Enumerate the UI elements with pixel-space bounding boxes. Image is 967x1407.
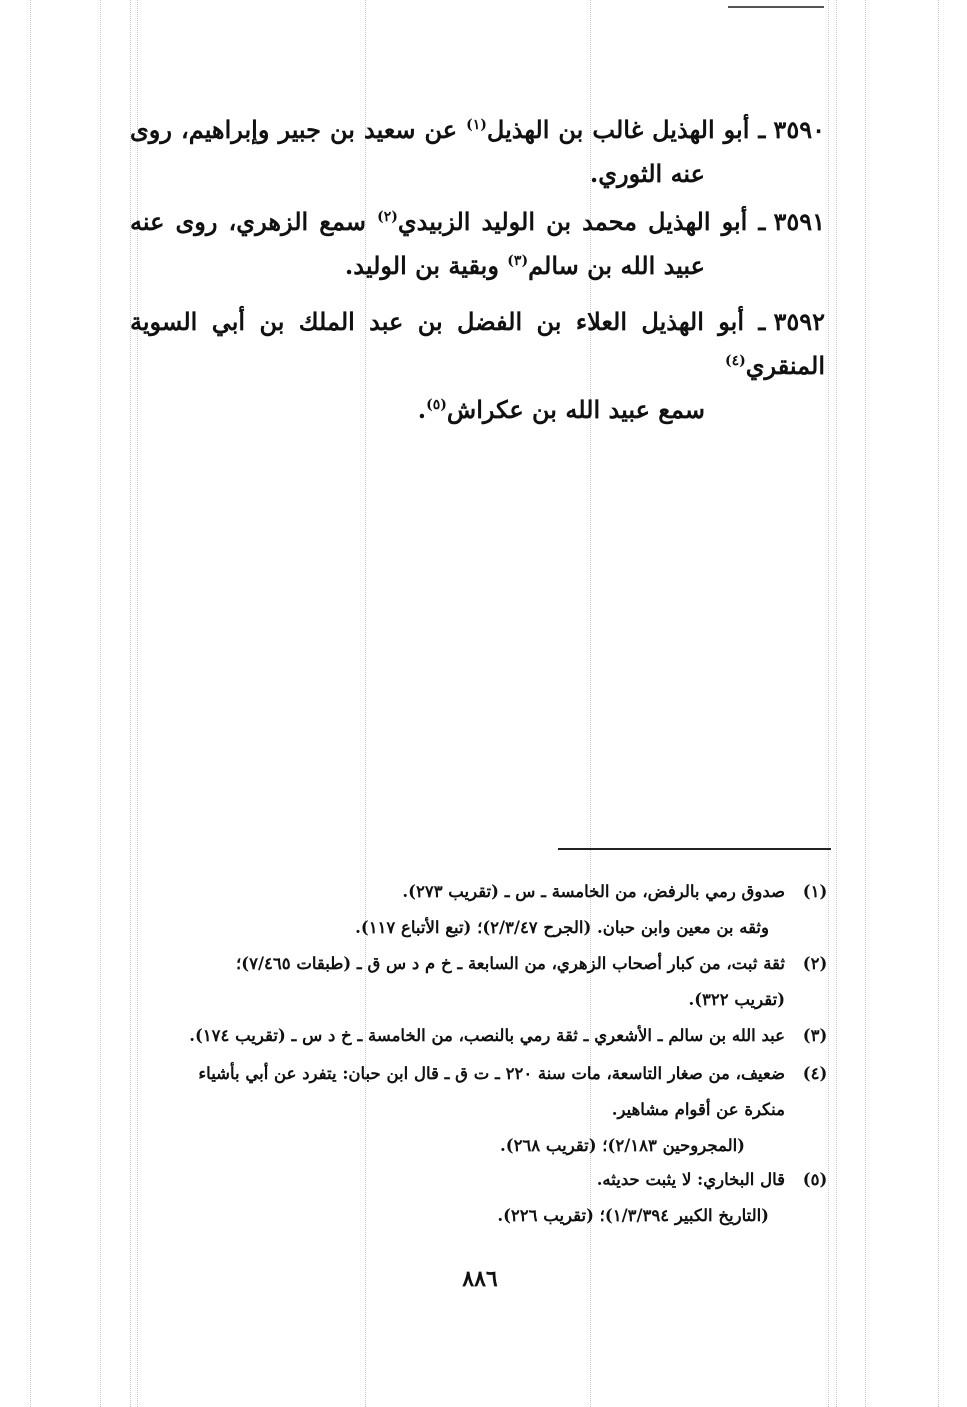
- footnote-4: [125, 1056, 835, 1164]
- entry-line-text: ـ أبو الهذيل غالب بن الهذيل: [486, 115, 766, 144]
- scan-gridline: [30, 0, 31, 1407]
- footnote-line: (التاريخ الكبير ١/٣/٣٩٤)؛ (تقريب ٢٢٦).: [497, 1206, 769, 1225]
- header-rule: [728, 6, 824, 8]
- entry-line: [130, 152, 825, 196]
- footnote-ref[interactable]: (١): [466, 117, 487, 133]
- footnote-ref[interactable]: (٥): [426, 397, 447, 413]
- footnote-line: (المجروحين ٢/١٨٣)؛ (تقريب ٢٦٨).: [500, 1136, 745, 1155]
- footnote-marker: (٥): [802, 1170, 828, 1189]
- entry-line: [130, 388, 825, 432]
- footnote-line: وثقه بن معين وابن حبان. (الجرح ٢/٣/٤٧)؛ (تبع الأتباع ١١٧).: [355, 918, 769, 937]
- entry-line-text: عنه الثوري.: [589, 159, 705, 188]
- footnote-body: [125, 1056, 785, 1164]
- footnote-1: [125, 874, 835, 946]
- footnote-2: [125, 946, 835, 1018]
- entry-text: [130, 200, 825, 288]
- footnote-line: صدوق رمي بالرفض، من الخامسة ـ س ـ (تقريب ٢٧٣).: [402, 882, 785, 901]
- entry-text: [130, 300, 825, 432]
- footnote-5: [125, 1162, 835, 1234]
- footnote-line: ثقة ثبت، من كبار أصحاب الزهري، من السابعة ـ خ م د س ق ـ (طبقات ٧/٤٦٥)؛: [236, 954, 785, 973]
- footnote-line: منكرة عن أقوام مشاهير.: [611, 1100, 785, 1119]
- scan-gridline: [938, 0, 939, 1407]
- entry-line: [130, 200, 825, 244]
- entry-line-text: .: [417, 395, 427, 424]
- entry-3592: [130, 300, 825, 432]
- entry-line-text: ـ أبو الهذيل محمد بن الوليد الزبيدي: [397, 207, 766, 236]
- entry-text: [130, 108, 825, 196]
- page-number: ٨٨٦: [462, 1266, 498, 1292]
- footnote-separator: [558, 848, 831, 850]
- entry-line: [130, 300, 825, 388]
- entry-3590: [130, 108, 825, 196]
- footnote-ref[interactable]: (٤): [724, 353, 746, 369]
- entry-line-text: عن سعيد بن جبير وإبراهيم، روى: [130, 115, 467, 144]
- entry-3591: [130, 200, 825, 288]
- scan-gridline: [836, 0, 837, 1407]
- footnote-marker: (٣): [802, 1026, 828, 1045]
- entry-line: [130, 108, 825, 152]
- footnote-body: [125, 946, 785, 1018]
- entry-line-text: ـ أبو الهذيل العلاء بن الفضل بن عبد الملك بن أبي السوية المنقري: [130, 307, 825, 380]
- entry-line-text: سمع عبيد الله بن عكراش: [446, 395, 705, 424]
- footnote-marker: (٢): [802, 954, 828, 973]
- footnote-ref[interactable]: (٢): [377, 209, 398, 225]
- footnote-line: ضعيف، من صغار التاسعة، مات سنة ٢٢٠ ـ ت ق ـ قال ابن حبان: يتفرد عن أبي بأشياء: [198, 1064, 785, 1083]
- footnote-body: [125, 1018, 785, 1054]
- footnote-line: قال البخاري: لا يثبت حديثه.: [596, 1170, 785, 1189]
- footnote-marker: (١): [802, 882, 828, 901]
- footnote-3: [125, 1018, 835, 1054]
- scan-gridline: [100, 0, 101, 1407]
- entry-number: ٣٥٩٠: [773, 115, 825, 144]
- footnote-marker: (٤): [802, 1064, 828, 1083]
- entry-number: ٣٥٩١: [773, 207, 825, 236]
- footnote-body: [125, 874, 785, 946]
- entry-line-text: سمع الزهري، روى عنه: [130, 207, 378, 236]
- footnote-line: عبد الله بن سالم ـ الأشعري ـ ثقة رمي بالنصب، من الخامسة ـ خ د س ـ (تقريب ١٧٤).: [189, 1026, 785, 1045]
- entry-number: ٣٥٩٢: [773, 307, 825, 336]
- footnote-line: (تقريب ٣٢٢).: [688, 990, 785, 1009]
- entry-line: [130, 244, 825, 288]
- entry-line-text: وبقية بن الوليد.: [344, 251, 508, 280]
- entry-line-text: عبيد الله بن سالم: [528, 251, 705, 280]
- scan-gridline: [865, 0, 866, 1407]
- footnote-body: [125, 1162, 785, 1234]
- footnote-ref[interactable]: (٣): [507, 253, 529, 269]
